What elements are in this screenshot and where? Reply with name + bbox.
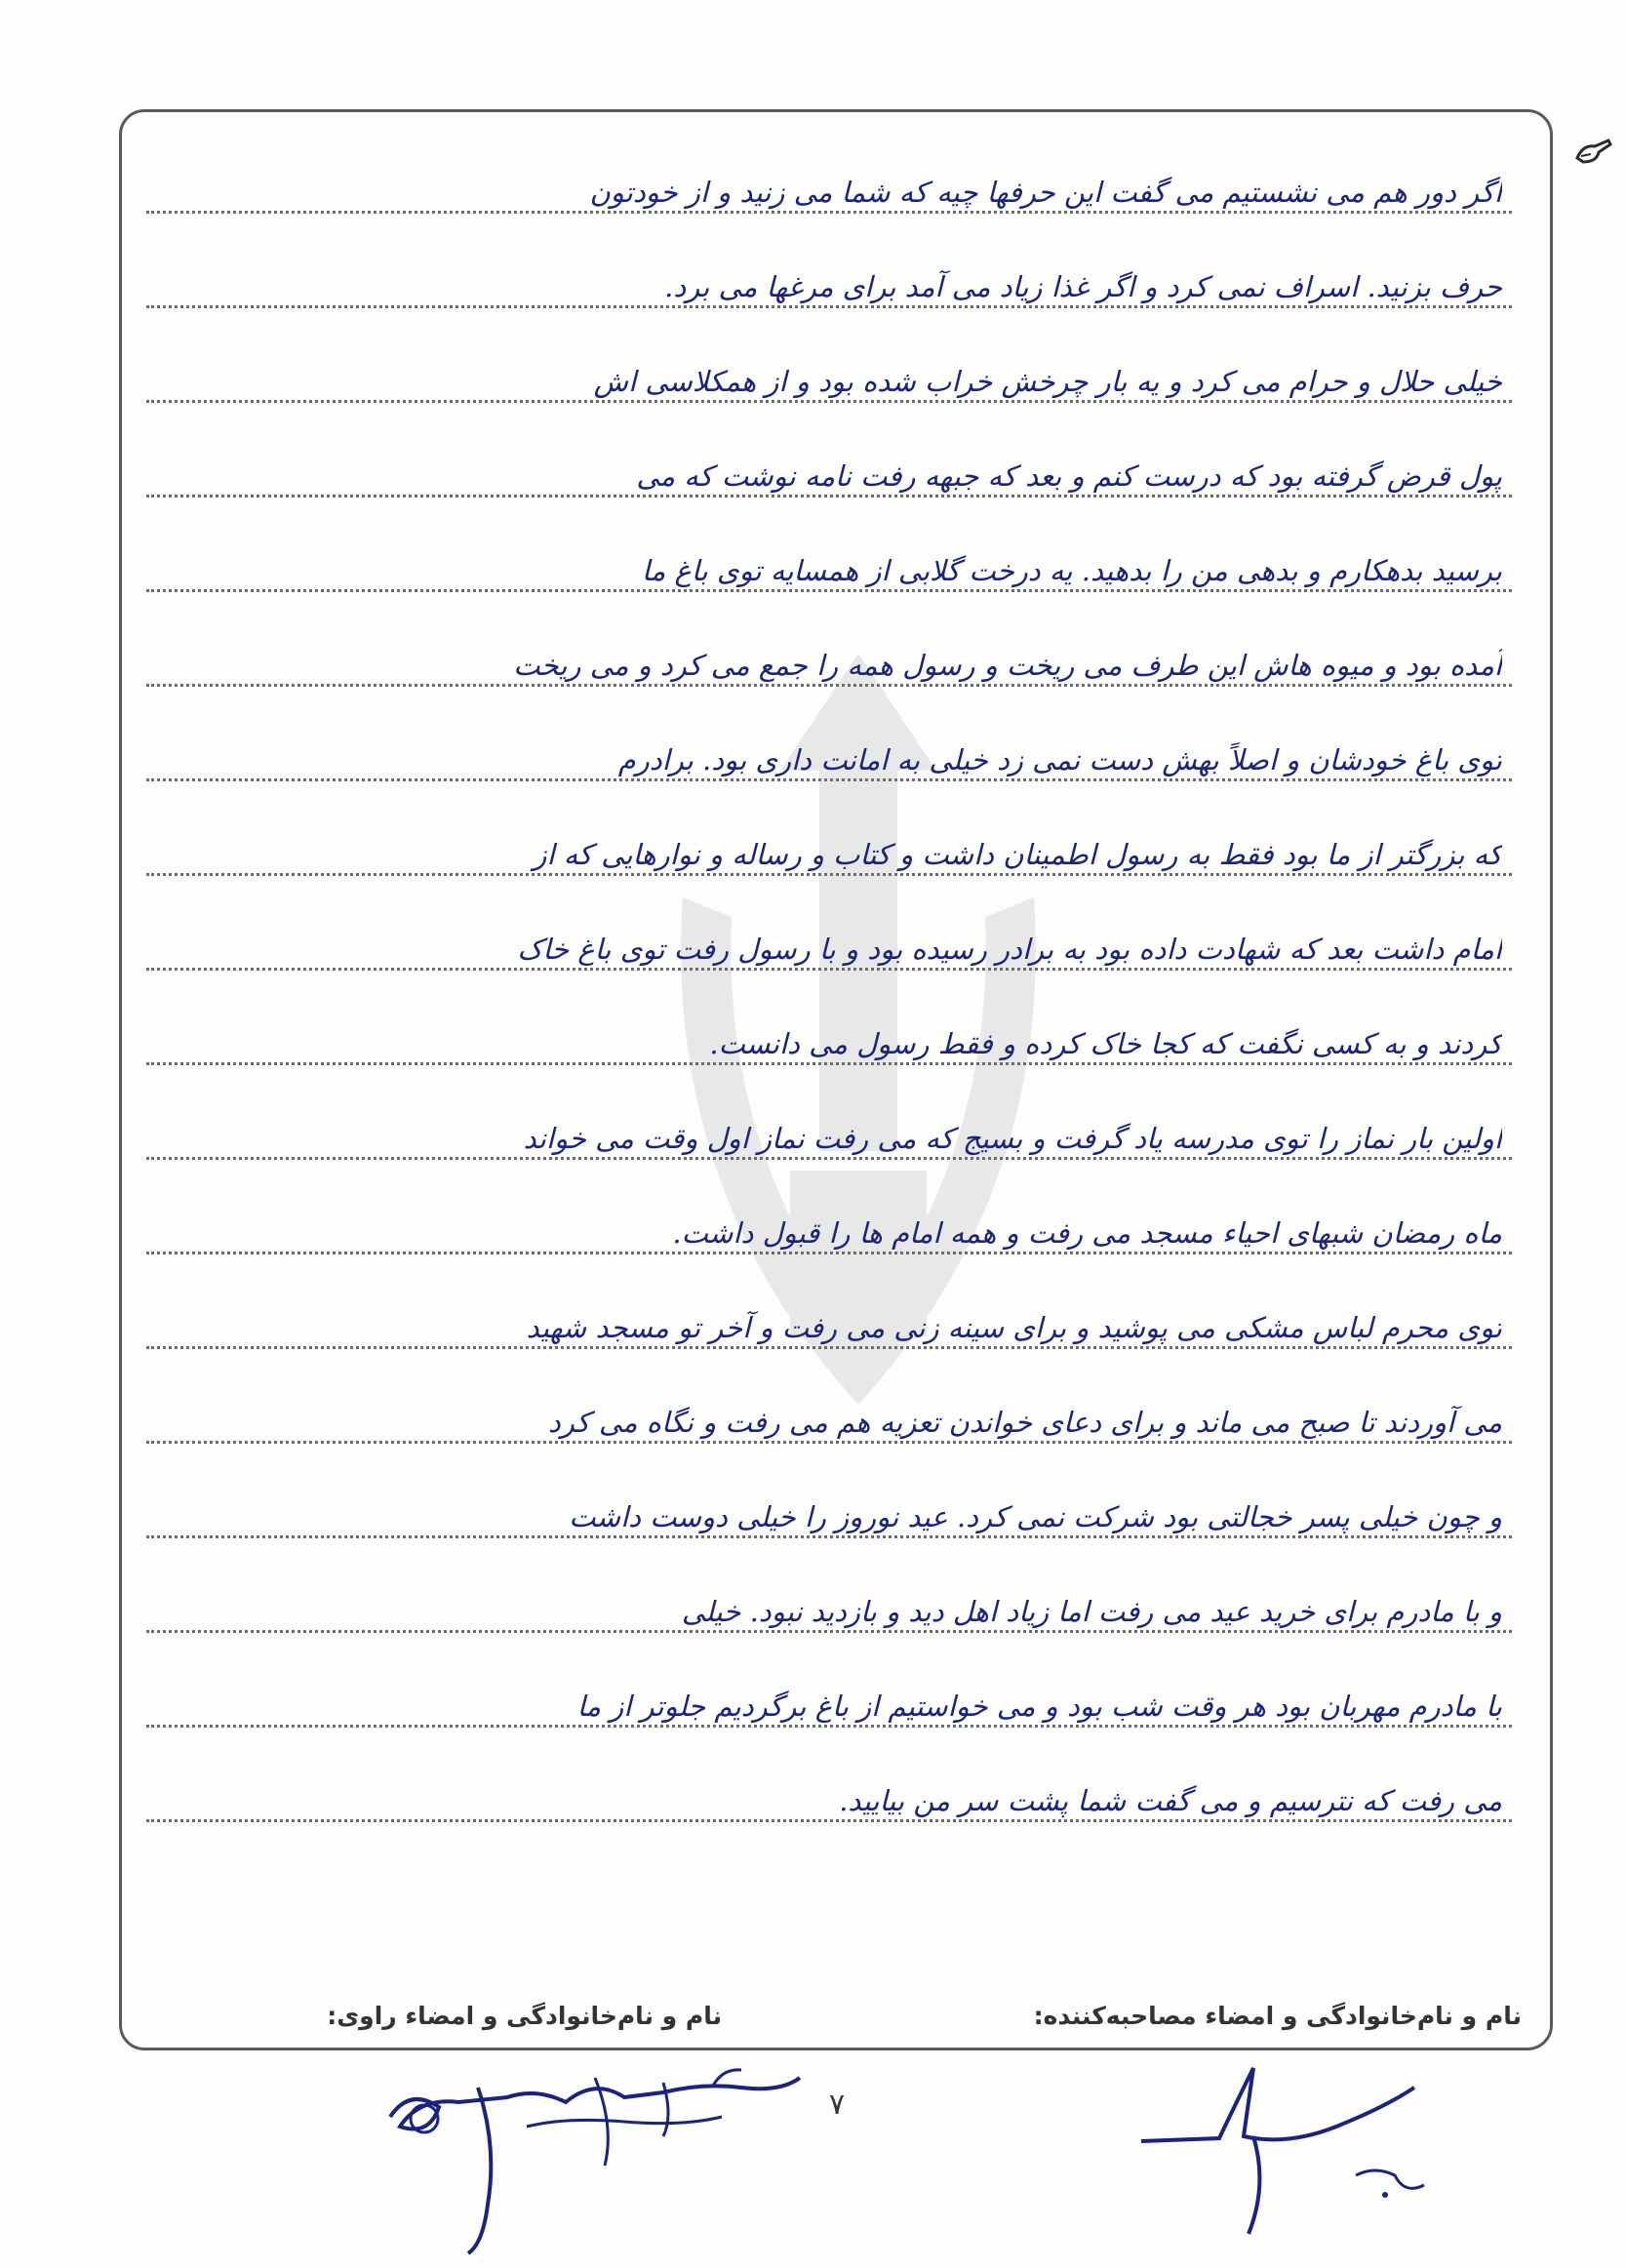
- dotted-rule: [146, 305, 1512, 308]
- text-line: [146, 411, 1512, 505]
- line-text: می رفت که نترسیم و می گفت شما پشت سر من بیایید.: [839, 1784, 1502, 1817]
- interviewer-label: نام و نام‌خانوادگی و امضاء مصاحبه‌کننده:: [1033, 2002, 1522, 2030]
- text-line: [146, 1168, 1512, 1262]
- line-text: ماه رمضان شبهای احیاء مسجد می رفت و همه امام ها را قبول داشت.: [672, 1216, 1502, 1250]
- writing-hand-icon: [1573, 137, 1612, 166]
- dotted-rule: [146, 400, 1512, 403]
- dotted-rule: [146, 1346, 1512, 1349]
- dotted-rule: [146, 1157, 1512, 1160]
- dotted-rule: [146, 1441, 1512, 1444]
- dotted-rule: [146, 778, 1512, 781]
- line-text: حرف بزنید. اسراف نمی کرد و اگر غذا زیاد می آمد برای مرغها می برد.: [664, 270, 1502, 303]
- text-line: [146, 1546, 1512, 1641]
- line-text: توی باغ خودشان و اصلاً بهش دست نمی زد خیلی به امانت داری بود. برادرم: [617, 743, 1502, 776]
- text-line: [146, 505, 1512, 600]
- line-text: امام داشت بعد که شهادت داده بود به برادر رسیده بود و با رسول رفت توی باغ خاک: [517, 933, 1502, 966]
- line-text: با مادرم مهربان بود هر وقت شب بود و می خواستیم از باغ برگردیم جلوتر از ما: [576, 1690, 1502, 1723]
- dotted-rule: [146, 873, 1512, 876]
- text-line: [146, 978, 1512, 1073]
- text-line: [146, 884, 1512, 978]
- page-number: ۷: [829, 2088, 846, 2122]
- text-line: [146, 1357, 1512, 1452]
- text-line: [146, 1641, 1512, 1735]
- text-line: [146, 1735, 1512, 1830]
- line-text: توی محرم لباس مشکی می پوشید و برای سینه زنی می رفت و آخر تو مسجد شهید: [526, 1311, 1502, 1344]
- text-line: [146, 695, 1512, 789]
- line-text: اولین بار نماز را توی مدرسه یاد گرفت و بسیج که می رفت نماز اول وقت می خواند: [523, 1122, 1502, 1155]
- text-line: [146, 221, 1512, 316]
- line-text: برسید بدهکارم و بدهی من را بدهید. یه درخت گلابی از همسایه توی باغ ما: [641, 554, 1502, 587]
- line-text: می آوردند تا صبح می ماند و برای دعای خواندن تعزیه هم می رفت و نگاه می کرد: [547, 1406, 1502, 1439]
- dotted-rule: [146, 1819, 1512, 1822]
- line-text: و چون خیلی پسر خجالتی بود شرکت نمی کرد. عید نوروز را خیلی دوست داشت: [569, 1500, 1502, 1533]
- line-text: خیلی حلال و حرام می کرد و یه بار چرخش خراب شده بود و از همکلاسی اش: [593, 365, 1502, 398]
- line-text: که بزرگتر از ما بود فقط به رسول اطمینان داشت و کتاب و رساله و نوارهایی که از: [533, 838, 1502, 871]
- text-line: [146, 1262, 1512, 1357]
- line-text: اگر دور هم می نشستیم می گفت این حرفها چیه که شما می زنید و از خودتون: [589, 176, 1502, 209]
- text-line: [146, 1073, 1512, 1168]
- handwritten-lines: [146, 127, 1512, 1830]
- text-line: [146, 600, 1512, 695]
- line-text: پول قرض گرفته بود که درست کنم و بعد که جبهه رفت نامه نوشت که می: [636, 459, 1502, 493]
- dotted-rule: [146, 211, 1512, 214]
- text-line: [146, 127, 1512, 221]
- dotted-rule: [146, 1535, 1512, 1538]
- line-text: کردند و به کسی نگفت که کجا خاک کرده و فقط رسول می دانست.: [709, 1027, 1502, 1060]
- dotted-rule: [146, 495, 1512, 497]
- text-line: [146, 316, 1512, 411]
- dotted-rule: [146, 1252, 1512, 1254]
- dotted-rule: [146, 684, 1512, 687]
- interviewer-signature: [1131, 2049, 1444, 2263]
- dotted-rule: [146, 968, 1512, 971]
- dotted-rule: [146, 589, 1512, 592]
- line-text: آمده بود و میوه هاش این طرف می ریخت و رسول همه را جمع می کرد و می ریخت: [513, 649, 1502, 682]
- narrator-signature: [371, 2058, 819, 2263]
- text-line: [146, 1452, 1512, 1546]
- dotted-rule: [146, 1062, 1512, 1065]
- dotted-rule: [146, 1630, 1512, 1633]
- text-line: [146, 789, 1512, 884]
- narrator-label: نام و نام‌خانوادگی و امضاء راوی:: [327, 2002, 722, 2030]
- dotted-rule: [146, 1725, 1512, 1728]
- line-text: و با مادرم برای خرید عید می رفت اما زیاد اهل دید و بازدید نبود. خیلی: [681, 1595, 1502, 1628]
